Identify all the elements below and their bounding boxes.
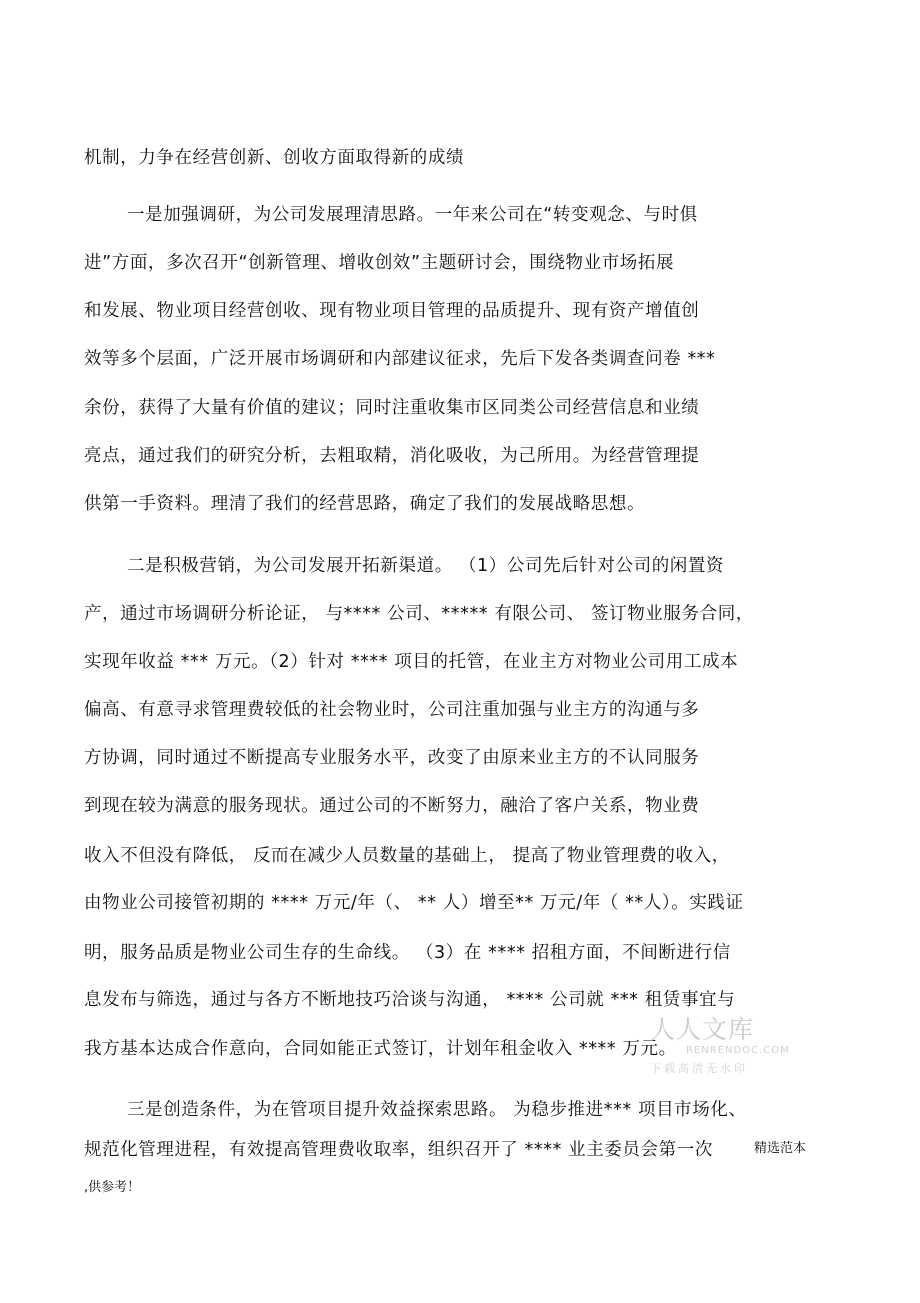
text-line: 一是加强调研，为公司发展理清思路。一年来公司在“转变观念、与时俱	[127, 205, 698, 225]
text-line: 供第一手资料。理清了我们的经营思路，确定了我们的发展战略思想。	[84, 494, 646, 514]
text-line: 到现在较为满意的服务现状。通过公司的不断努力，融洽了客户关系，物业费	[84, 796, 700, 816]
watermark-title: 人人文库	[650, 1015, 755, 1044]
watermark	[650, 1015, 790, 1080]
footer-note-left: ,供参考！	[84, 1180, 141, 1195]
text-line: 我方基本达成合作意向，合同如能正式签订，计划年租金收入 **** 万元。	[84, 1039, 677, 1059]
text-line: 亮点，通过我们的研究分析，去粗取精，消化吸收，为己所用。为经营管理提	[84, 446, 700, 466]
text-line: 产，通过市场调研分析论证， 与**** 公司、***** 有限公司、 签订物业服务合同，	[84, 604, 754, 624]
text-line: 和发展、物业项目经营创收、现有物业项目管理的品质提升、现有资产增值创	[84, 301, 700, 321]
text-line: 实现年收益 *** 万元。（2）针对 **** 项目的托管，在业主方对物业公司用工成本	[84, 652, 739, 672]
text-line: 偏高、有意寻求管理费较低的社会物业时，公司注重加强与业主方的沟通与多	[84, 700, 700, 720]
text-line: 由物业公司接管初期的 **** 万元/年（、 ** 人）增至** 万元/年（ **人）。实践证	[84, 893, 744, 913]
text-line: 三是创造条件，为在管项目提升效益探索思路。 为稳步推进*** 项目市场化、	[127, 1100, 747, 1120]
text-line: 余份，获得了大量有价值的建议；同时注重收集市区同类公司经营信息和业绩	[84, 398, 700, 418]
text-line: 明，服务品质是物业公司生存的生命线。 （3）在 **** 招租方面，不间断进行信	[84, 943, 731, 963]
text-line: 二是积极营销，为公司发展开拓新渠道。 （1）公司先后针对公司的闲置资	[127, 556, 725, 576]
watermark-subtitle: 下载高清无水印	[650, 1062, 748, 1075]
text-line: 机制，力争在经营创新、创收方面取得新的成绩	[84, 148, 465, 168]
text-line: 规范化管理进程，有效提高管理费收取率，组织召开了 **** 业主委员会第一次	[84, 1140, 713, 1160]
watermark-url: RENRENDOC.COM	[686, 1045, 790, 1056]
footer-note-right: 精选范本	[754, 1141, 807, 1156]
text-line: 收入不但没有降低， 反而在减少人员数量的基础上， 提高了物业管理费的收入，	[84, 846, 730, 866]
text-line: 效等多个层面，广泛开展市场调研和内部建议征求，先后下发各类调查问卷 ***	[84, 349, 716, 369]
text-line: 进”方面，多次召开“创新管理、增收创效”主题研讨会，围绕物业市场拓展	[84, 253, 675, 273]
text-line: 方协调，同时通过不断提高专业服务水平，改变了由原来业主方的不认同服务	[84, 748, 700, 768]
text-line: 息发布与筛选，通过与各方不断地技巧洽谈与沟通， **** 公司就 *** 租赁事宜与	[84, 990, 736, 1010]
